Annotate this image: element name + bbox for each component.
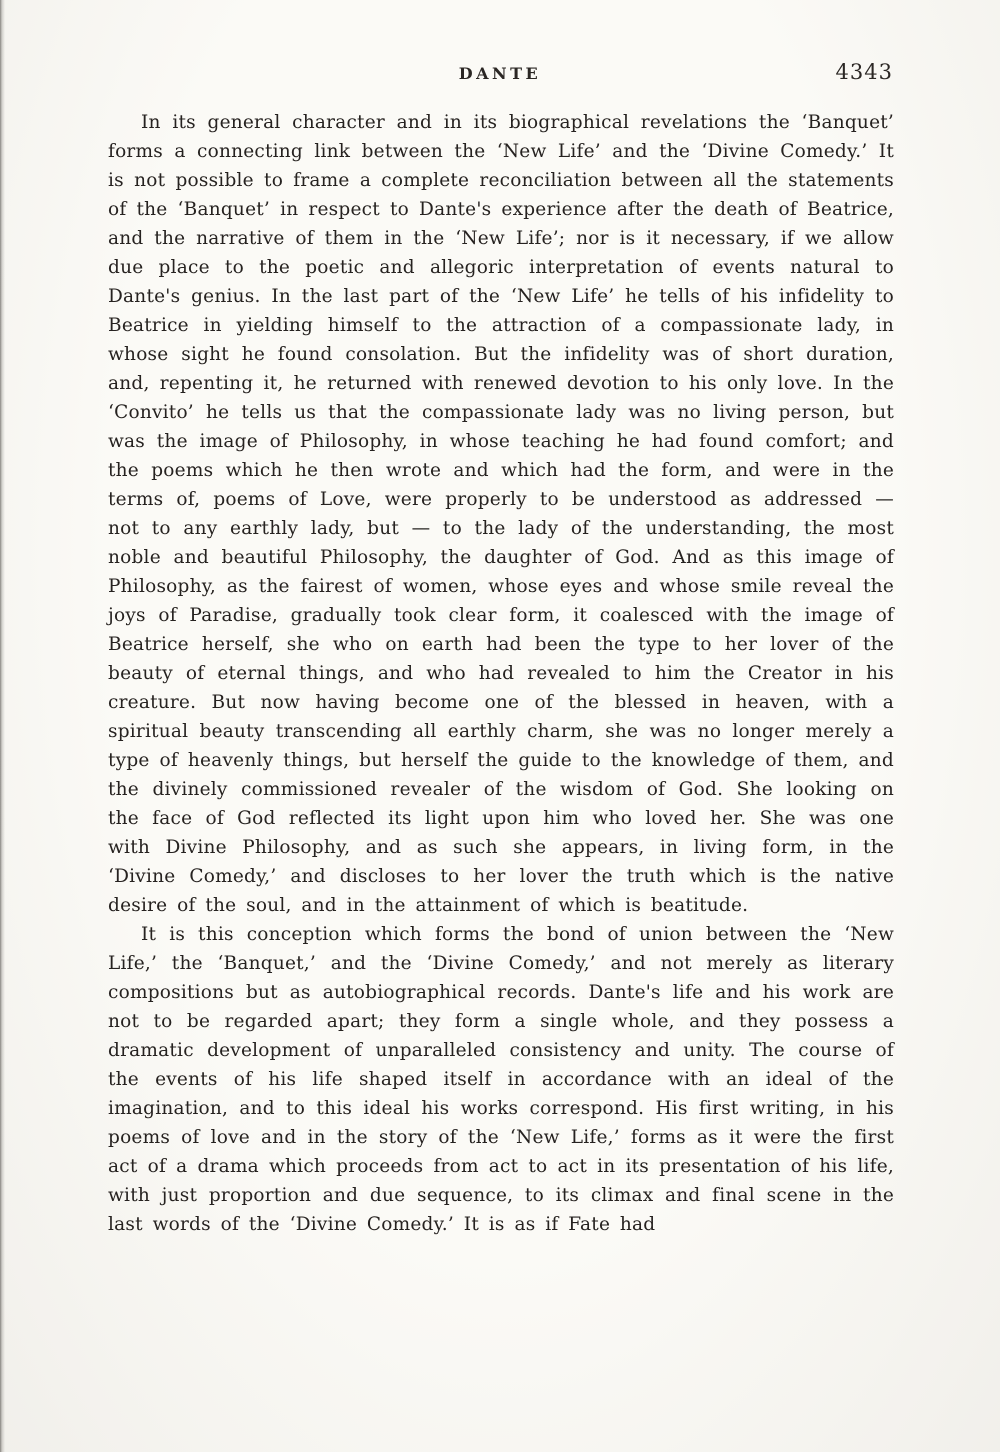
- paragraph: In its general character and in its biographical revelations the ‘Banquet’ forms a connecting link between the ‘New Life’ and the ‘Divine Comedy.’ It is not possible to frame a complete reconciliation between all the statements of the ‘Banquet’ in respect to Dante's experience after the death of Beatrice, and the narrative of them in the ‘New Life’; nor is it necessary, if we allow due place to the poetic and allegoric interpretation of events natural to Dante's genius. In the last part of the ‘New Life’ he tells of his infidelity to Beatrice in yielding himself to the attraction of a compassionate lady, in whose sight he found consolation. But the infidelity was of short duration, and, repenting it, he returned with renewed devotion to his only love. In the ‘Convito’ he tells us that the compassionate lady was no living person, but was the image of Philosophy, in whose teaching he had found comfort; and the poems which he then wrote and which had the form, and were in the terms of, poems of Love, were properly to be understood as addressed — not to any earthly lady, but — to the lady of the understanding, the most noble and beautiful Philosophy, the daughter of God. And as this image of Philosophy, as the fairest of women, whose eyes and whose smile reveal the joys of Paradise, gradually took clear form, it coalesced with the image of Beatrice herself, she who on earth had been the type to her lover of the beauty of eternal things, and who had revealed to him the Creator in his creature. But now having become one of the blessed in heaven, with a spiritual beauty transcending all earthly charm, she was no longer merely a type of heavenly things, but herself the guide to the knowledge of them, and the divinely commissioned revealer of the wisdom of God. She looking on the face of God reflected its light upon him who loved her. She was one with Divine Philosophy, and as such she appears, in living form, in the ‘Divine Comedy,’ and discloses to her lover the truth which is the native desire of the soul, and in the attainment of which is beatitude.: [108, 112, 894, 916]
- scan-edge-artifact: [0, 0, 5, 1452]
- page-number: 4343: [835, 60, 893, 84]
- body-text: [108, 108, 894, 1239]
- page-header: [0, 0, 1000, 92]
- paragraph: It is this conception which forms the bond of union between the ‘New Life,’ the ‘Banquet,’ and the ‘Divine Comedy,’ and not merely as literary compositions but as autobiographical records. Dante's life and his work are not to be regarded apart; they form a single whole, and they possess a dramatic development of unparalleled consistency and unity. The course of the events of his life shaped itself in accordance with an ideal of the imagination, and to this ideal his works correspond. His first writing, in his poems of love and in the story of the ‘New Life,’ forms as it were the first act of a drama which proceeds from act to act in its presentation of his life, with just proportion and due sequence, to its climax and final scene in the last words of the ‘Divine Comedy.’ It is as if Fate had: [108, 924, 894, 1235]
- running-title: DANTE: [458, 64, 542, 83]
